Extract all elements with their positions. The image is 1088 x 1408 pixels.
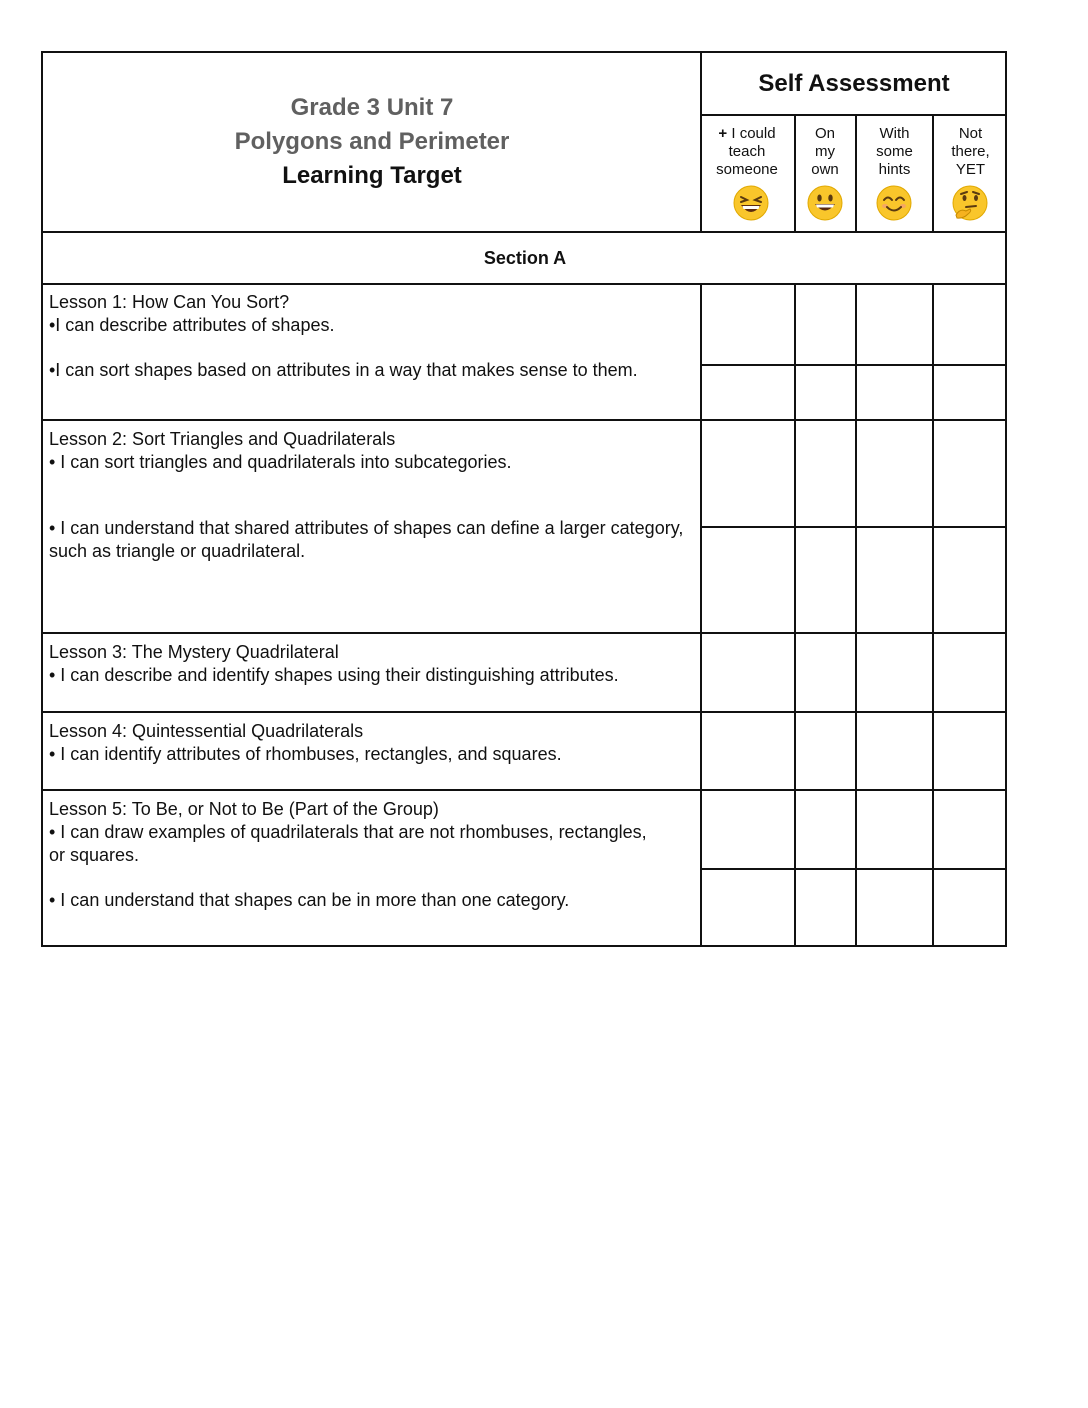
title-block [43, 53, 701, 231]
grid-line [855, 283, 857, 947]
category-not-there-yet: Not there, YET [934, 115, 1007, 231]
lesson-2 [49, 428, 699, 563]
lesson-title: Lesson 5: To Be, or Not to Be (Part of the Group) [49, 799, 439, 819]
lesson-1 [49, 291, 699, 382]
grid-line [701, 114, 1007, 116]
category-teach-someone: + I could teach someone [701, 115, 793, 231]
lesson-title: Lesson 2: Sort Triangles and Quadrilaterals [49, 429, 396, 449]
lesson-title: Lesson 3: The Mystery Quadrilateral [49, 642, 339, 662]
category-on-my-own: On my own [795, 115, 855, 231]
section-label: Section A [483, 247, 567, 268]
learning-target-table [41, 51, 1007, 947]
grid-line [794, 115, 796, 231]
grid-line [43, 789, 1007, 791]
category-with-some-hints: With some hints [857, 115, 932, 231]
grid-line [700, 283, 702, 947]
grid-line [794, 283, 796, 947]
grid-line [43, 283, 1007, 285]
grid-line [932, 283, 934, 947]
smiling-face-icon [876, 185, 912, 221]
learning-target: • I can understand that shapes can be in more than one category. [49, 890, 570, 910]
unit-subtitle: Polygons and Perimeter [234, 128, 510, 155]
self-assessment-heading: Self Assessment [758, 70, 950, 97]
grid-line [43, 632, 1007, 634]
learning-target-heading: Learning Target [282, 162, 462, 189]
grid-line [932, 115, 934, 231]
lesson-4 [49, 720, 699, 766]
lesson-title: Lesson 4: Quintessential Quadrilaterals [49, 721, 364, 741]
grid-line [701, 868, 1007, 870]
learning-target: • I can understand that shared attributes of shapes can define a larger category, such as triangle or quadrilateral. [49, 518, 684, 561]
grid-line [855, 115, 857, 231]
grid-line [701, 364, 1007, 366]
learning-target: •I can describe attributes of shapes. [49, 315, 335, 335]
lesson-title: Lesson 1: How Can You Sort? [49, 292, 290, 312]
learning-target: •I can sort shapes based on attributes in a way that makes sense to them. [49, 360, 638, 380]
learning-target: • I can describe and identify shapes using their distinguishing attributes. [49, 665, 619, 685]
lesson-3 [49, 641, 699, 687]
learning-target: • I can identify attributes of rhombuses, rectangles, and squares. [49, 744, 562, 764]
grinning-face-icon [807, 185, 843, 221]
grinning-squinting-face-icon [733, 185, 769, 221]
grid-line [43, 231, 1007, 233]
unit-title: Grade 3 Unit 7 [290, 94, 454, 121]
thinking-face-icon [952, 185, 988, 221]
learning-target: • I can sort triangles and quadrilaterals into subcategories. [49, 452, 512, 472]
grid-line [43, 711, 1007, 713]
grid-line [700, 53, 702, 231]
grid-line [701, 526, 1007, 528]
grid-line [43, 419, 1007, 421]
learning-target: • I can draw examples of quadrilaterals that are not rhombuses, rectangles, or squares. [49, 822, 647, 865]
lesson-5 [49, 798, 649, 912]
